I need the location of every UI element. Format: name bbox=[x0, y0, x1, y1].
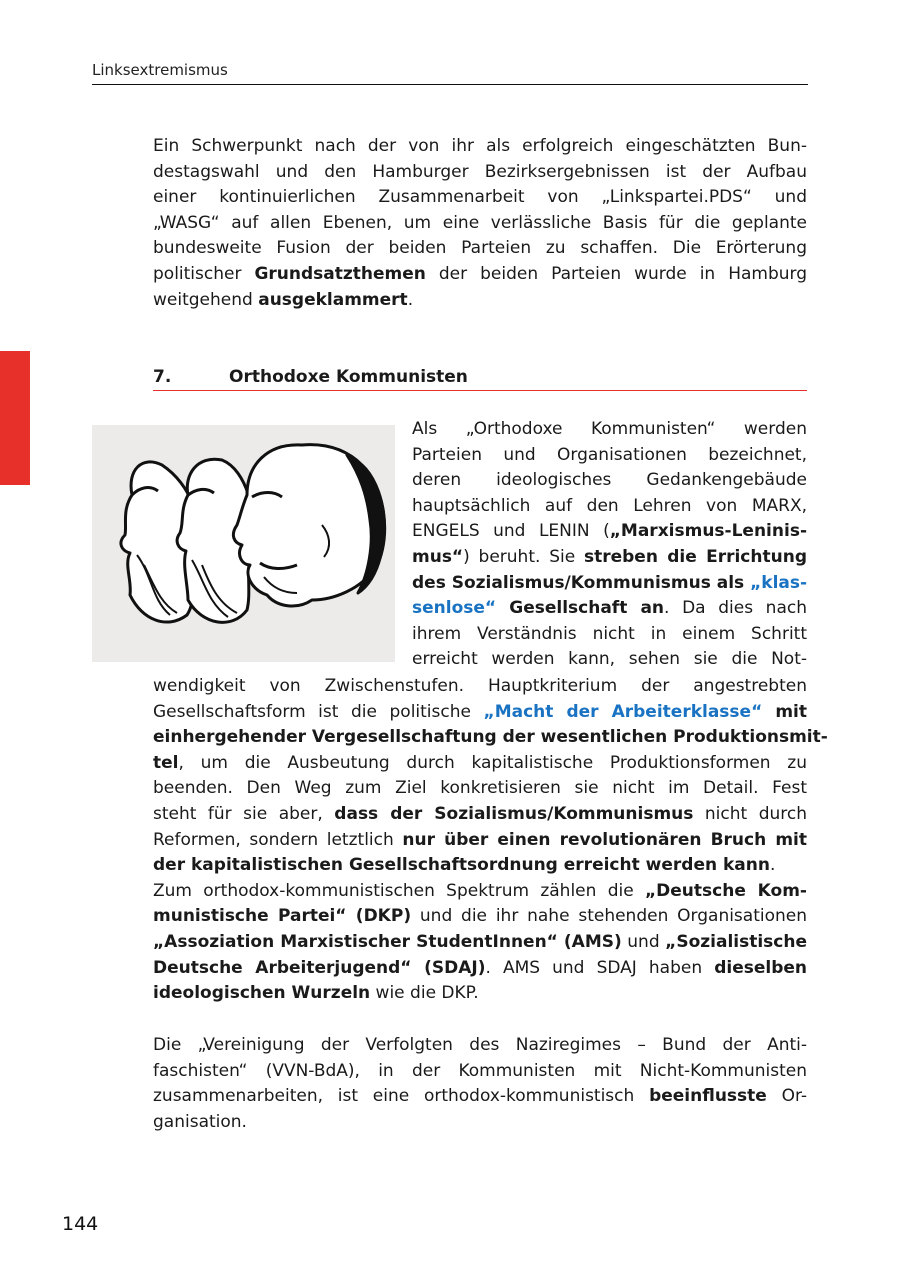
text-line: deren ideologisches Gedankengebäude bbox=[412, 470, 807, 491]
text-line: „Assoziation Marxistischer StudentInnen“ (AMS) und „Sozialistische bbox=[153, 931, 807, 952]
text-line: senlose“ Gesellschaft an. Da dies nach bbox=[412, 598, 807, 619]
main-paragraph bbox=[153, 674, 828, 1007]
text-line: Als „Orthodoxe Kommunisten“ werden bbox=[412, 419, 807, 439]
text-line: einhergehender Vergesellschaftung der wesentlichen Produktionsmit- bbox=[153, 727, 828, 748]
text-line: Reformen, sondern letztlich nur über einen revolutionären Bruch mit bbox=[153, 829, 807, 850]
text-line: weitgehend ausgeklammert. bbox=[153, 289, 414, 310]
text-line: einer kontinuierlichen Zusammenarbeit von „Linkspartei.PDS“ und bbox=[153, 187, 807, 208]
text-line: Zum orthodox-kommunistischen Spektrum zählen die „Deutsche Kom- bbox=[153, 880, 807, 901]
header-rule bbox=[92, 84, 808, 85]
intro-paragraph bbox=[153, 134, 807, 313]
text-line: zusammenarbeiten, ist eine orthodox-kommunistisch beeinflusste Or- bbox=[153, 1086, 808, 1107]
running-header: Linksextremismus bbox=[92, 61, 228, 79]
text-line: „WASG“ auf allen Ebenen, um eine verlässliche Basis für die geplante bbox=[153, 212, 807, 233]
text-line: steht für sie aber, dass der Sozialismus/Kommunismus nicht durch bbox=[153, 803, 807, 824]
vvn-paragraph bbox=[153, 1033, 807, 1135]
floated-paragraph bbox=[412, 417, 807, 673]
section-title: Orthodoxe Kommunisten bbox=[229, 367, 468, 387]
text-line: Die „Vereinigung der Verfolgten des Naziregimes – Bund der Anti- bbox=[153, 1035, 807, 1055]
text-line: bundesweite Fusion der beiden Parteien zu schaffen. Die Erörterung bbox=[153, 238, 807, 259]
chapter-side-tab bbox=[0, 351, 30, 485]
text-line: munistische Partei“ (DKP) und die ihr nahe stehenden Organisationen bbox=[153, 906, 808, 927]
portrait-drawing bbox=[92, 425, 395, 662]
page-number: 144 bbox=[62, 1213, 99, 1235]
text-line: faschisten“ (VVN-BdA), in der Kommunisten mit Nicht-Kommunisten bbox=[153, 1060, 807, 1081]
text-line: destagswahl und den Hamburger Bezirksergebnissen ist der Aufbau bbox=[153, 161, 807, 182]
text-line: erreicht werden kann, sehen sie die Not- bbox=[412, 649, 807, 670]
text-line: mus“) beruht. Sie streben die Errichtung bbox=[412, 546, 807, 567]
text-line: beenden. Den Weg zum Ziel konkretisieren sie nicht im Detail. Fest bbox=[153, 778, 807, 799]
section-heading bbox=[153, 365, 807, 391]
section-number: 7. bbox=[153, 367, 172, 387]
text-line: Parteien und Organisationen bezeichnet, bbox=[412, 444, 807, 465]
text-line: tel, um die Ausbeutung durch kapitalistische Produktionsformen zu bbox=[153, 752, 807, 773]
text-line: des Sozialismus/Kommunismus als „klas- bbox=[412, 572, 808, 593]
marx-engels-lenin-illustration bbox=[92, 425, 395, 662]
text-line: hauptsächlich auf den Lehren von MARX, bbox=[412, 495, 807, 516]
text-line: Deutsche Arbeiterjugend“ (SDAJ). AMS und SDAJ haben dieselben bbox=[153, 957, 808, 978]
text-line: Gesellschaftsform ist die politische „Macht der Arbeiterklasse“ mit bbox=[153, 701, 807, 722]
text-line: Ein Schwerpunkt nach der von ihr als erfolgreich eingeschätzten Bun- bbox=[153, 136, 807, 156]
text-line: ganisation. bbox=[153, 1111, 247, 1132]
text-line: ideologischen Wurzeln wie die DKP. bbox=[153, 983, 479, 1004]
text-line: ihrem Verständnis nicht in einem Schritt bbox=[412, 623, 807, 644]
text-line: politischer Grundsatzthemen der beiden Parteien wurde in Hamburg bbox=[153, 263, 807, 284]
text-line: ENGELS und LENIN („Marxismus-Leninis- bbox=[412, 521, 807, 542]
text-line: wendigkeit von Zwischenstufen. Hauptkriterium der angestrebten bbox=[153, 676, 807, 696]
text-line: der kapitalistischen Gesellschaftsordnung erreicht werden kann. bbox=[153, 855, 776, 876]
